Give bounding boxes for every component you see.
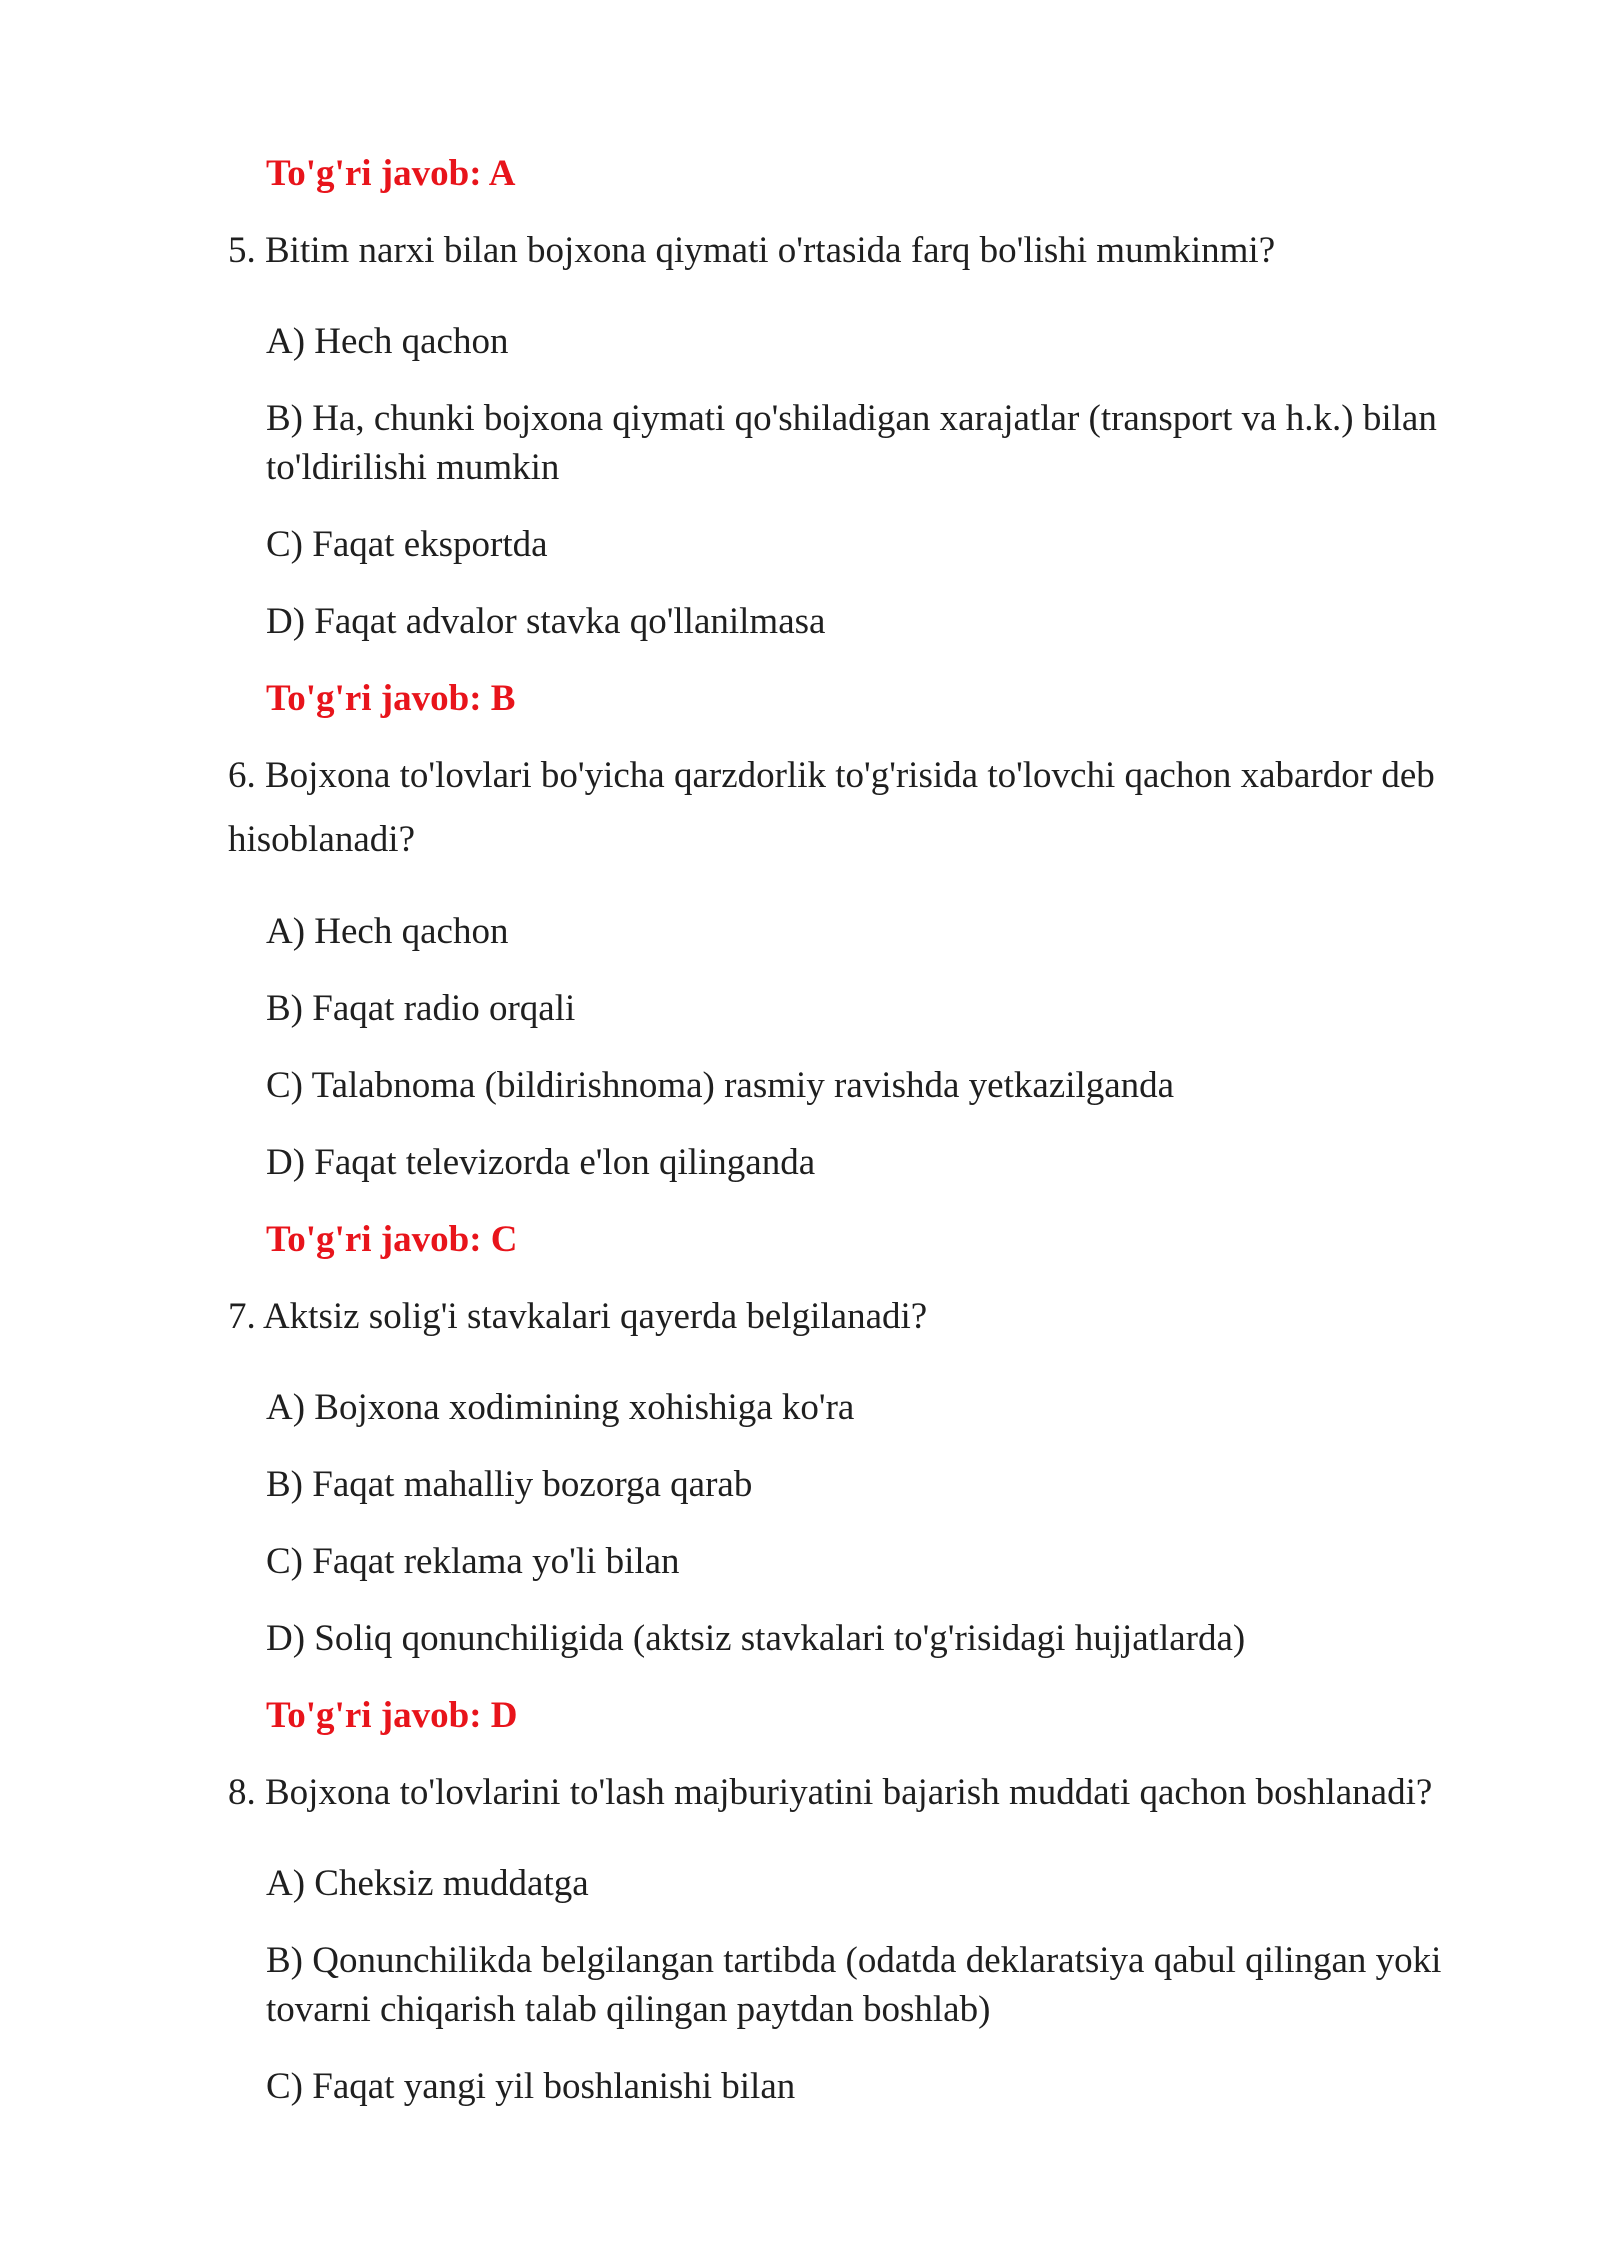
question-7-option-d: D) Soliq qonunchiligida (aktsiz stavkalari to'g'risidagi hujjatlarda)	[266, 1618, 1246, 1659]
question-6-line-1: 6. Bojxona to'lovlari bo'yicha qarzdorlik to'g'risida to'lovchi qachon xabardor deb	[228, 755, 1435, 796]
question-8-option-b-line-2: tovarni chiqarish talab qilingan paytdan boshlab)	[266, 1989, 991, 2030]
question-8-option-a: A) Cheksiz muddatga	[266, 1863, 589, 1904]
question-6-line-2: hisoblanadi?	[228, 819, 416, 860]
question-7-option-b: B) Faqat mahalliy bozorga qarab	[266, 1464, 753, 1505]
question-7-option-c: C) Faqat reklama yo'li bilan	[266, 1541, 680, 1582]
question-6-option-d: D) Faqat televizorda e'lon qilinganda	[266, 1142, 816, 1183]
question-5-option-b-line-1: B) Ha, chunki bojxona qiymati qo'shiladigan xarajatlar (transport va h.k.) bilan	[266, 398, 1437, 439]
question-8-option-c: C) Faqat yangi yil boshlanishi bilan	[266, 2066, 796, 2107]
correct-answer-5: To'g'ri javob: B	[266, 678, 516, 719]
question-5-option-b-line-2: to'ldirilishi mumkin	[266, 447, 560, 488]
correct-answer-7: To'g'ri javob: D	[266, 1695, 518, 1736]
question-8: 8. Bojxona to'lovlarini to'lash majburiyatini bajarish muddati qachon boshlanadi?	[228, 1772, 1433, 1813]
correct-answer-4: To'g'ri javob: A	[266, 153, 516, 194]
question-6-option-a: A) Hech qachon	[266, 911, 509, 952]
question-7: 7. Aktsiz solig'i stavkalari qayerda belgilanadi?	[228, 1296, 928, 1337]
question-6-option-c: C) Talabnoma (bildirishnoma) rasmiy ravishda yetkazilganda	[266, 1065, 1175, 1106]
question-8-option-b-line-1: B) Qonunchilikda belgilangan tartibda (odatda deklaratsiya qabul qilingan yoki	[266, 1940, 1442, 1981]
question-5-option-d: D) Faqat advalor stavka qo'llanilmasa	[266, 601, 826, 642]
question-7-option-a: A) Bojxona xodimining xohishiga ko'ra	[266, 1387, 855, 1428]
question-6-option-b: B) Faqat radio orqali	[266, 988, 576, 1029]
question-5-option-a: A) Hech qachon	[266, 321, 509, 362]
question-5: 5. Bitim narxi bilan bojxona qiymati o'rtasida farq bo'lishi mumkinmi?	[228, 230, 1276, 271]
correct-answer-6: To'g'ri javob: C	[266, 1219, 518, 1260]
question-5-option-c: C) Faqat eksportda	[266, 524, 548, 565]
